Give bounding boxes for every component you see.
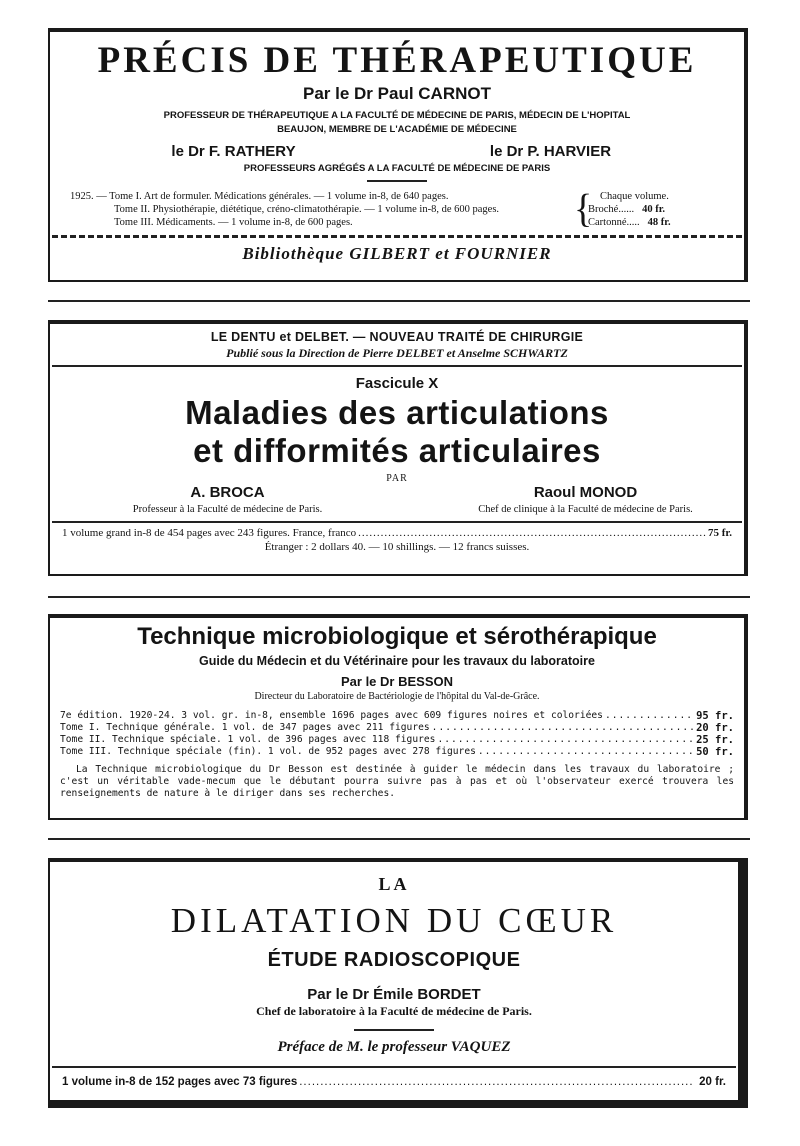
ad1-cartonne-label: Cartonné..... [588, 217, 640, 228]
separator-2 [48, 596, 750, 598]
ad4-volume-price: 20 fr. [699, 1076, 726, 1088]
ad1-affiliation-line2: BEAUJON, MEMBRE DE L'ACADÉMIE DE MÉDECINE [277, 124, 517, 135]
ad3-item-text: Tome I. Technique générale. 1 vol. de 347 pages avec 211 figures [60, 722, 430, 733]
ad3-price-row [60, 746, 734, 758]
ad3-item-price: 25 fr. [696, 734, 734, 746]
ad1-title: PRÉCIS DE THÉRAPEUTIQUE [97, 40, 697, 81]
ad3-item-leader [478, 746, 694, 758]
ad1-dashed-rule [52, 235, 742, 238]
ad3-price-row [60, 710, 734, 722]
ad1-affiliation-line1: PROFESSEUR DE THÉRAPEUTIQUE A LA FACULTÉ DE MÉDECINE DE PARIS, MÉDECIN DE L'HOPITAL [163, 110, 631, 121]
ad3-affiliation: Directeur du Laboratoire de Bactériologie de l'hôpital du Val-de-Grâce. [254, 691, 540, 702]
ad2-author-monod: Raoul MONOD [533, 484, 638, 501]
ad-dilatation-coeur [48, 858, 748, 1108]
ad1-tome1: 1925. — Tome I. Art de formuler. Médications générales. — 1 volume in-8, de 640 pages. [70, 191, 449, 202]
ad2-series: LE DENTU et DELBET. — NOUVEAU TRAITÉ DE CHIRURGIE [210, 330, 584, 344]
ad1-publisher: Bibliothèque GILBERT et FOURNIER [242, 244, 552, 263]
ad4-volume-leader [299, 1076, 693, 1088]
ad2-header-rule [52, 365, 742, 367]
ad3-description: La Technique microbiologique du Dr Besson est destinée à guider le médecin dans les travaux du laboratoire ; c'est un véritable vade-mecum que le débutant pourra suivre pas à pas et où l'observateur exercé trouvera les renseignements de nature à le diriger dans ses recherches. [60, 764, 734, 799]
ad3-item-text: Tome III. Technique spéciale (fin). 1 vol. de 952 pages avec 278 figures [60, 746, 476, 757]
ad3-item-text: 7e édition. 1920-24. 3 vol. gr. in-8, ensemble 1696 pages avec 609 figures noires et coloriées [60, 710, 603, 721]
ad2-title-line1: Maladies des articulations [185, 394, 609, 431]
separator-1 [48, 300, 750, 302]
ad4-short-rule [354, 1029, 434, 1031]
ad1-broche-label: Broché...... [588, 204, 635, 215]
ad1-tome2: Tome II. Physiothérapie, diététique, créno-climatothérapie. — 1 volume in-8, de 600 pages. [114, 204, 500, 215]
ad1-short-rule [367, 180, 427, 182]
ad3-subtitle: Guide du Médecin et du Vétérinaire pour les travaux du laboratoire [199, 654, 595, 668]
ad-maladies-articulations [48, 320, 748, 576]
ad1-tome3: Tome III. Médicaments. — 1 volume in-8, de 600 pages. [114, 217, 353, 228]
ad2-author-broca: A. BROCA [190, 484, 265, 501]
ad2-volume-price: 75 fr. [707, 527, 732, 539]
ad-precis-therapeutique [48, 28, 748, 282]
ad2-author-broca-affiliation: Professeur à la Faculté de médecine de Paris. [132, 504, 323, 515]
ad3-price-list [50, 710, 744, 758]
ad2-par: PAR [386, 473, 408, 484]
ad2-volume-leader [358, 527, 706, 539]
ad3-price-row [60, 734, 734, 746]
ad1-coauthor-harvier: le Dr P. HARVIER [489, 143, 612, 160]
ad2-fascicule: Fascicule X [355, 375, 439, 392]
ad1-price-head: Chaque volume. [600, 191, 669, 202]
ad3-price-row [60, 722, 734, 734]
ad2-volume-text: 1 volume grand in-8 de 454 pages avec 243 figures. France, franco [62, 527, 357, 539]
ad2-author-monod-affiliation: Chef de clinique à la Faculté de médecine de Paris. [478, 504, 693, 515]
ad3-item-text: Tome II. Technique spéciale. 1 vol. de 396 pages avec 118 figures [60, 734, 436, 745]
ad4-byline: Par le Dr Émile BORDET [307, 986, 481, 1003]
ad-technique-microbiologique [48, 614, 748, 820]
ad4-title: DILATATION DU CŒUR [170, 901, 618, 940]
ad2-lower-rule [52, 521, 742, 523]
ad4-volume-text: 1 volume in-8 de 152 pages avec 73 figures [62, 1076, 298, 1088]
ad1-brace: { [574, 186, 593, 232]
ad3-item-leader [432, 722, 694, 734]
ad4-affiliation: Chef de laboratoire à la Faculté de médecine de Paris. [256, 1004, 532, 1018]
ad4-preface: Préface de M. le professeur VAQUEZ [277, 1039, 511, 1055]
ad1-cartonne-price: 48 fr. [647, 217, 671, 228]
ad1-byline: Par le Dr Paul CARNOT [303, 84, 491, 103]
ad1-coauthors-affiliation: PROFESSEURS AGRÉGÉS A LA FACULTÉ DE MÉDECINE DE PARIS [243, 163, 551, 174]
ad3-title: Technique microbiologique et sérothérapique [137, 623, 657, 650]
ad3-item-leader [605, 710, 694, 722]
ad4-la: LA [378, 874, 410, 894]
ad1-coauthor-rathery: le Dr F. RATHERY [171, 143, 296, 160]
separator-3 [48, 838, 750, 840]
ad4-lower-rule [52, 1066, 736, 1068]
ad3-item-leader [437, 734, 694, 746]
ad3-item-price: 50 fr. [696, 746, 734, 758]
ad1-broche-price: 40 fr. [642, 204, 666, 215]
ad2-direction: Publié sous la Direction de Pierre DELBET et Anselme SCHWARTZ [226, 346, 568, 360]
ad3-item-price: 20 fr. [696, 722, 734, 734]
ad4-subtitle: ÉTUDE RADIOSCOPIQUE [267, 949, 521, 971]
ad3-byline: Par le Dr BESSON [341, 674, 453, 689]
ad3-item-price: 95 fr. [696, 710, 734, 722]
ad2-abroad-prices: Étranger : 2 dollars 40. — 10 shillings. — 12 francs suisses. [264, 541, 530, 553]
ad2-title-line2: et difformités articulaires [193, 432, 601, 469]
